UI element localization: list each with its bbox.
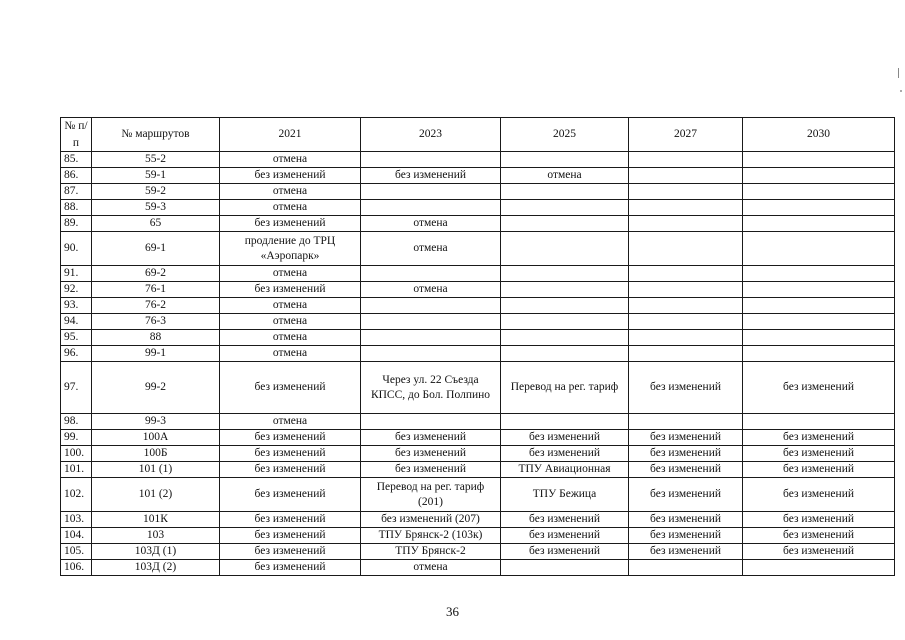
cell-2023: без изменений [361, 462, 501, 478]
route-number: 59-1 [92, 168, 220, 184]
cell-2025: без изменений [501, 512, 629, 528]
row-number: 98. [61, 414, 92, 430]
cell-2025: без изменений [501, 446, 629, 462]
row-number: 102. [61, 478, 92, 512]
cell-2030: без изменений [743, 528, 895, 544]
header-2023: 2023 [361, 118, 501, 152]
route-number: 65 [92, 216, 220, 232]
cell-2023: без изменений [361, 430, 501, 446]
cell-2023: ТПУ Брянск-2 (103к) [361, 528, 501, 544]
row-number: 85. [61, 152, 92, 168]
cell-2030 [743, 216, 895, 232]
routes-table [60, 117, 895, 576]
row-number: 90. [61, 232, 92, 266]
cell-2021: без изменений [220, 478, 361, 512]
cell-2021: без изменений [220, 430, 361, 446]
route-number: 99-2 [92, 362, 220, 414]
row-number: 89. [61, 216, 92, 232]
table-row [61, 168, 895, 184]
cell-2021: отмена [220, 330, 361, 346]
row-number: 104. [61, 528, 92, 544]
cell-2027 [629, 330, 743, 346]
route-number: 100А [92, 430, 220, 446]
cell-2027 [629, 184, 743, 200]
cell-2023: Перевод на рег. тариф (201) [361, 478, 501, 512]
route-number: 59-3 [92, 200, 220, 216]
cell-2023: отмена [361, 282, 501, 298]
cell-2025 [501, 282, 629, 298]
cell-2025 [501, 346, 629, 362]
cell-2025 [501, 200, 629, 216]
row-number: 101. [61, 462, 92, 478]
route-number: 103 [92, 528, 220, 544]
table-header-row [61, 118, 895, 152]
cell-2027: без изменений [629, 544, 743, 560]
row-number: 96. [61, 346, 92, 362]
row-number: 105. [61, 544, 92, 560]
cell-2025: Перевод на рег. тариф [501, 362, 629, 414]
route-number: 99-1 [92, 346, 220, 362]
row-number: 92. [61, 282, 92, 298]
cell-2023: без изменений [361, 168, 501, 184]
cell-2030 [743, 330, 895, 346]
cell-2030 [743, 560, 895, 576]
cell-2025 [501, 266, 629, 282]
table-row [61, 266, 895, 282]
cell-2023: без изменений (207) [361, 512, 501, 528]
table-row [61, 152, 895, 168]
cell-2025 [501, 330, 629, 346]
cell-2025 [501, 560, 629, 576]
cell-2023 [361, 346, 501, 362]
table-row [61, 232, 895, 266]
route-number: 101 (2) [92, 478, 220, 512]
cell-2021: без изменений [220, 544, 361, 560]
cell-2023 [361, 298, 501, 314]
header-2025: 2025 [501, 118, 629, 152]
row-number: 103. [61, 512, 92, 528]
table-row [61, 216, 895, 232]
row-number: 87. [61, 184, 92, 200]
cell-2023: отмена [361, 232, 501, 266]
page-number: 36 [446, 604, 459, 619]
scan-edge-mark [898, 68, 899, 78]
cell-2021: без изменений [220, 446, 361, 462]
route-number: 88 [92, 330, 220, 346]
table-row [61, 346, 895, 362]
table-row [61, 528, 895, 544]
table-row [61, 446, 895, 462]
route-number: 99-3 [92, 414, 220, 430]
cell-2030 [743, 414, 895, 430]
route-number: 103Д (1) [92, 544, 220, 560]
cell-2023 [361, 152, 501, 168]
cell-2025: без изменений [501, 430, 629, 446]
cell-2021: без изменений [220, 362, 361, 414]
header-number: № п/п [61, 118, 92, 152]
row-number: 93. [61, 298, 92, 314]
cell-2025: без изменений [501, 544, 629, 560]
table-row [61, 298, 895, 314]
cell-2021: отмена [220, 346, 361, 362]
row-number: 86. [61, 168, 92, 184]
route-number: 101 (1) [92, 462, 220, 478]
cell-2021: без изменений [220, 168, 361, 184]
cell-2027 [629, 232, 743, 266]
route-number: 55-2 [92, 152, 220, 168]
cell-2027 [629, 200, 743, 216]
route-number: 69-2 [92, 266, 220, 282]
cell-2023 [361, 330, 501, 346]
cell-2027 [629, 152, 743, 168]
row-number: 91. [61, 266, 92, 282]
cell-2021: без изменений [220, 528, 361, 544]
cell-2025 [501, 216, 629, 232]
cell-2023 [361, 314, 501, 330]
cell-2030: без изменений [743, 430, 895, 446]
header-2021: 2021 [220, 118, 361, 152]
cell-2027: без изменений [629, 362, 743, 414]
cell-2030 [743, 266, 895, 282]
cell-2023 [361, 266, 501, 282]
cell-2027 [629, 282, 743, 298]
header-2027: 2027 [629, 118, 743, 152]
row-number: 94. [61, 314, 92, 330]
cell-2021: без изменений [220, 462, 361, 478]
cell-2027: без изменений [629, 430, 743, 446]
cell-2030 [743, 152, 895, 168]
scan-edge-dot [900, 90, 902, 92]
route-number: 69-1 [92, 232, 220, 266]
cell-2030 [743, 232, 895, 266]
cell-2025 [501, 184, 629, 200]
route-number: 76-3 [92, 314, 220, 330]
cell-2030: без изменений [743, 462, 895, 478]
cell-2027: без изменений [629, 512, 743, 528]
cell-2025: ТПУ Авиационная [501, 462, 629, 478]
table-row [61, 184, 895, 200]
cell-2027 [629, 346, 743, 362]
table-body [61, 152, 895, 576]
header-route: № маршрутов [92, 118, 220, 152]
cell-2025 [501, 152, 629, 168]
route-number: 59-2 [92, 184, 220, 200]
cell-2025 [501, 298, 629, 314]
cell-2025: без изменений [501, 528, 629, 544]
cell-2025: ТПУ Бежица [501, 478, 629, 512]
cell-2027 [629, 298, 743, 314]
cell-2023 [361, 414, 501, 430]
cell-2027 [629, 266, 743, 282]
row-number: 95. [61, 330, 92, 346]
cell-2025 [501, 314, 629, 330]
cell-2021: без изменений [220, 282, 361, 298]
cell-2021: без изменений [220, 560, 361, 576]
table-row [61, 512, 895, 528]
cell-2030 [743, 314, 895, 330]
cell-2030: без изменений [743, 362, 895, 414]
row-number: 88. [61, 200, 92, 216]
cell-2023: отмена [361, 216, 501, 232]
cell-2027: без изменений [629, 446, 743, 462]
cell-2027: без изменений [629, 462, 743, 478]
cell-2021: отмена [220, 184, 361, 200]
row-number: 106. [61, 560, 92, 576]
table-row [61, 478, 895, 512]
cell-2030 [743, 200, 895, 216]
cell-2027 [629, 216, 743, 232]
cell-2023 [361, 184, 501, 200]
header-2030: 2030 [743, 118, 895, 152]
cell-2030: без изменений [743, 544, 895, 560]
cell-2025: отмена [501, 168, 629, 184]
cell-2025 [501, 414, 629, 430]
table-row [61, 282, 895, 298]
cell-2030 [743, 184, 895, 200]
cell-2021: отмена [220, 152, 361, 168]
cell-2021: отмена [220, 298, 361, 314]
table-row [61, 462, 895, 478]
cell-2023: отмена [361, 560, 501, 576]
row-number: 100. [61, 446, 92, 462]
cell-2027 [629, 560, 743, 576]
table-row [61, 544, 895, 560]
cell-2021: отмена [220, 266, 361, 282]
cell-2030 [743, 282, 895, 298]
cell-2023: без изменений [361, 446, 501, 462]
row-number: 97. [61, 362, 92, 414]
cell-2021: отмена [220, 414, 361, 430]
cell-2021: отмена [220, 314, 361, 330]
table-row [61, 330, 895, 346]
route-number: 76-1 [92, 282, 220, 298]
row-number: 99. [61, 430, 92, 446]
table-row [61, 430, 895, 446]
cell-2030 [743, 346, 895, 362]
route-number: 103Д (2) [92, 560, 220, 576]
cell-2023: Через ул. 22 Съезда КПСС, до Бол. Полпино [361, 362, 501, 414]
cell-2021: отмена [220, 200, 361, 216]
cell-2027 [629, 168, 743, 184]
route-number: 76-2 [92, 298, 220, 314]
cell-2027 [629, 314, 743, 330]
cell-2021: продление до ТРЦ «Аэропарк» [220, 232, 361, 266]
table-row [61, 560, 895, 576]
table-row [61, 362, 895, 414]
table-row [61, 414, 895, 430]
cell-2027: без изменений [629, 528, 743, 544]
cell-2021: без изменений [220, 216, 361, 232]
cell-2021: без изменений [220, 512, 361, 528]
cell-2025 [501, 232, 629, 266]
route-number: 100Б [92, 446, 220, 462]
cell-2027 [629, 414, 743, 430]
cell-2030: без изменений [743, 478, 895, 512]
cell-2030: без изменений [743, 446, 895, 462]
cell-2027: без изменений [629, 478, 743, 512]
cell-2030 [743, 298, 895, 314]
cell-2030: без изменений [743, 512, 895, 528]
table-row [61, 314, 895, 330]
route-number: 101К [92, 512, 220, 528]
cell-2023 [361, 200, 501, 216]
cell-2030 [743, 168, 895, 184]
table-row [61, 200, 895, 216]
cell-2023: ТПУ Брянск-2 [361, 544, 501, 560]
